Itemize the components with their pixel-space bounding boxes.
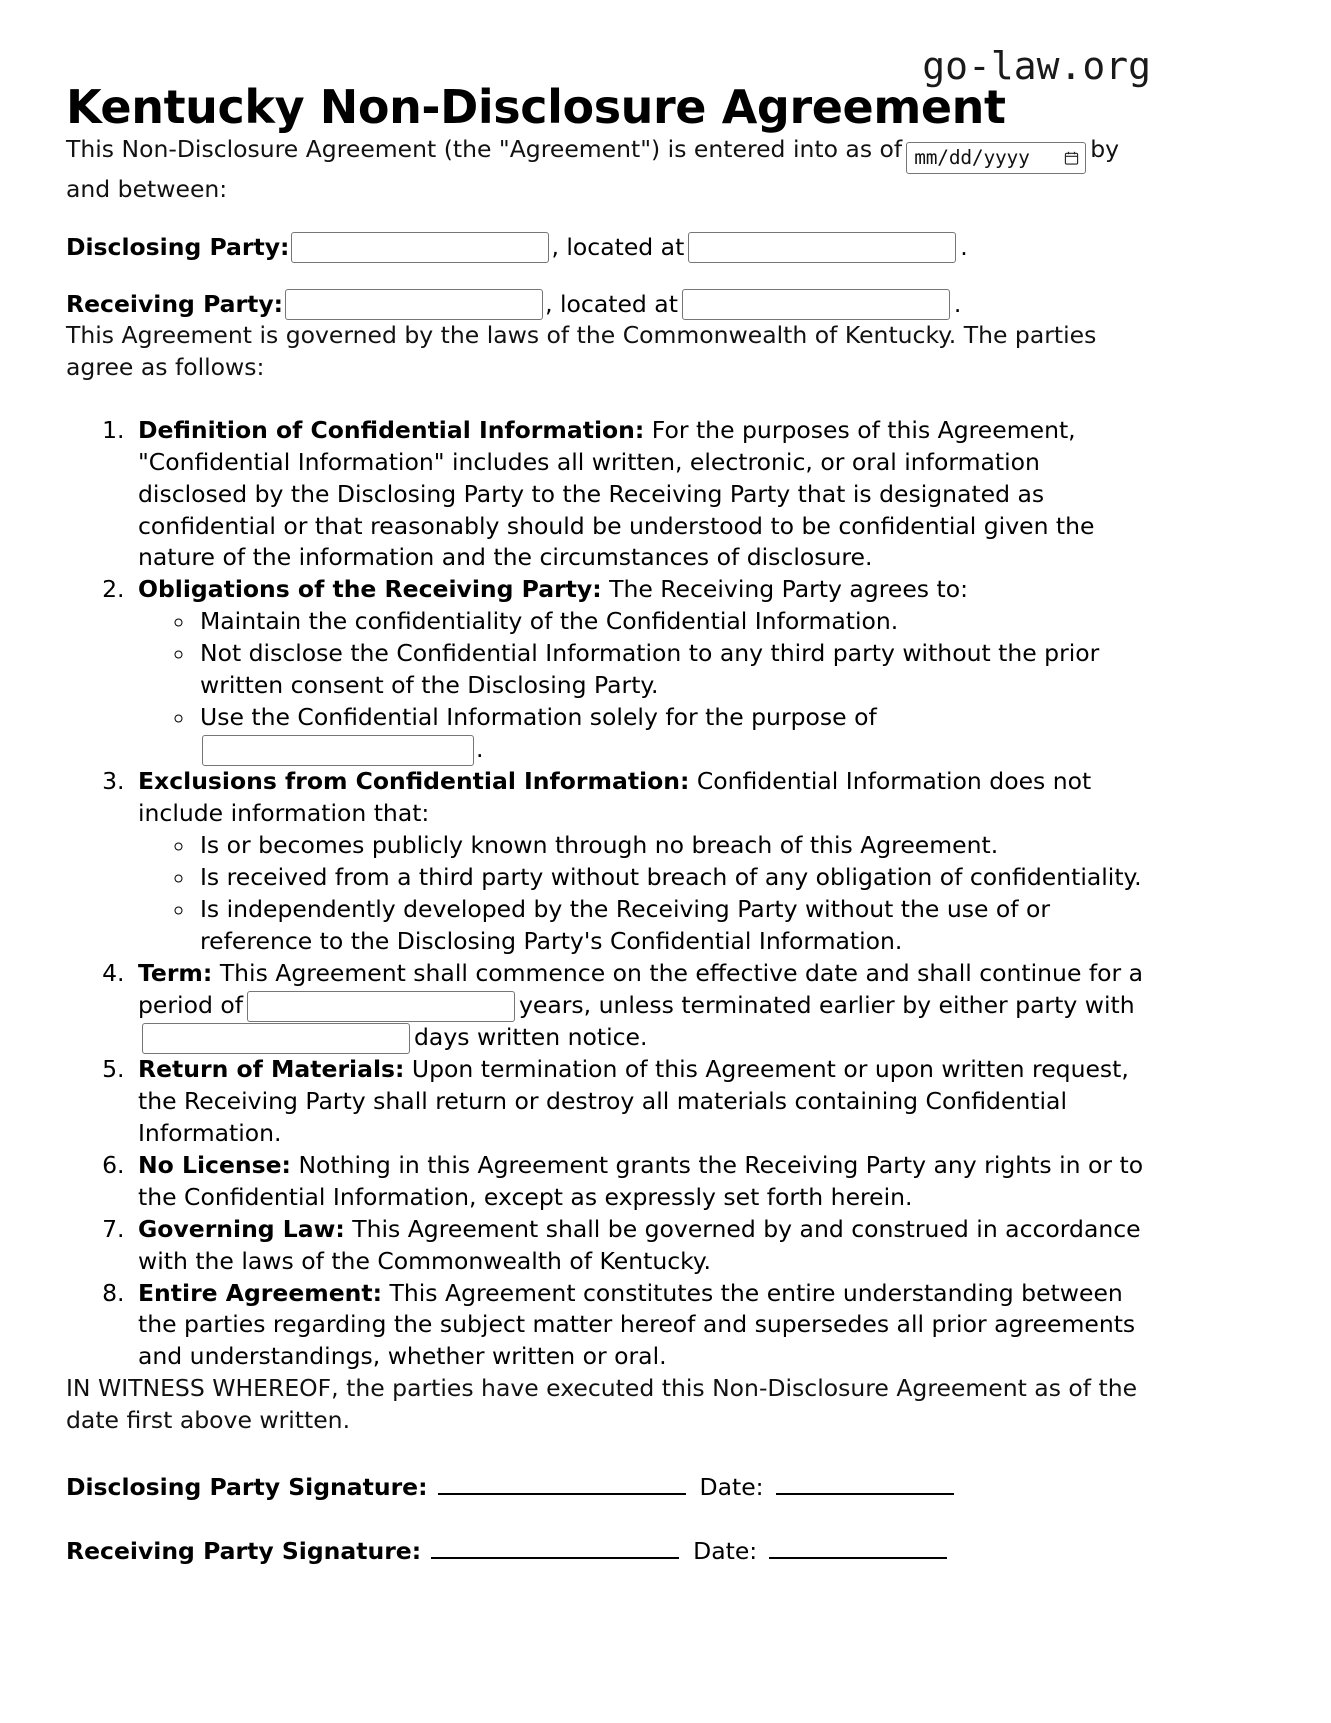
clause-item-3 [132,766,1151,958]
intro-paragraph [66,134,1151,206]
clause-6-text: Nothing in this Agreement grants the Receiving Party any rights in or to the Confidential Information, except as expressly set forth herein. [138,1150,1144,1211]
list-item [196,702,1151,766]
clause-4-text-after-days: days written notice. [414,1022,648,1051]
date-placeholder-text: mm/dd/yyyy [914,145,1030,169]
clause-3-sublist [138,830,1151,958]
receiving-party-label: Receiving Party: [66,289,284,318]
clause-3-sub-1: Is or becomes publicly known through no breach of this Agreement. [200,831,999,860]
site-domain-label: go-law.org [922,44,1151,88]
clause-2-sub-3-after: . [476,735,484,764]
list-item [196,830,1151,862]
receiving-signature-label: Receiving Party Signature: [66,1537,422,1566]
disclosing-date-label: Date: [699,1473,764,1502]
clause-item-8 [132,1278,1151,1374]
calendar-picker-icon[interactable] [1064,150,1079,166]
disclosing-date-line[interactable] [776,1493,954,1495]
disclosing-signature-line[interactable] [438,1493,686,1495]
clause-7-title: Governing Law: [138,1214,345,1243]
clause-2-title: Obligations of the Receiving Party: [138,575,602,604]
receiving-date-line[interactable] [769,1557,947,1559]
clause-3-title: Exclusions from Confidential Information: [138,767,690,796]
receiving-signature-row [66,1537,1151,1565]
clause-item-5 [132,1054,1151,1150]
receiving-period: . [953,289,962,318]
term-years-input[interactable] [247,991,515,1022]
intro-text-before-date: This Non-Disclosure Agreement (the "Agreement") is entered into as of [66,134,903,163]
list-item [196,638,1151,702]
receiving-signature-line[interactable] [431,1557,679,1559]
clause-item-7 [132,1214,1151,1278]
governing-law-paragraph: This Agreement is governed by the laws of the Commonwealth of Kentucky. The parties agree as follows: [66,320,1097,381]
list-item [196,894,1151,958]
receiving-date-label: Date: [693,1537,758,1566]
clause-2-text: The Receiving Party agrees to: [609,575,968,604]
disclosing-signature-label: Disclosing Party Signature: [66,1473,428,1502]
clause-4-title: Term: [138,958,213,987]
clause-2-sub-2: Not disclose the Confidential Information to any third party without the prior written consent of the Disclosing Party. [200,639,1100,700]
clause-3-text: Confidential Information does not include information that: [138,767,1092,828]
clause-5-text: Upon termination of this Agreement or upon written request, the Receiving Party shall return or destroy all materials containing Confidential Information. [138,1054,1129,1147]
term-days-input[interactable] [142,1023,410,1054]
receiving-located-at-text: , located at [545,289,678,318]
list-item [196,862,1151,894]
clause-7-text: This Agreement shall be governed by and construed in accordance with the laws of the Commonwealth of Kentucky. [138,1214,1141,1275]
receiving-party-row [66,289,1151,320]
clause-4-text-before-years: This Agreement shall commence on the effective date and shall continue for a period of [138,958,1144,1019]
clause-6-title: No License: [138,1150,291,1179]
clause-1-text: For the purposes of this Agreement, "Confidential Information" includes all written, electronic, or oral information disclosed by the Disclosing Party to the Receiving Party that is designated as confidential or that reasonably should be understood to be confidential given the nature of the information and the circumstances of disclosure. [138,415,1095,572]
disclosing-period: . [960,232,968,261]
intro-text-after-date: by and between: [66,134,1120,203]
clause-4-text-after-years: years, unless terminated earlier by either party with [518,990,1135,1019]
clause-item-6 [132,1150,1151,1214]
clause-8-text: This Agreement constitutes the entire understanding between the parties regarding the subject matter hereof and supersedes all prior agreements and understandings, whether written or oral. [138,1278,1136,1371]
clause-item-1 [132,415,1151,575]
disclosing-located-at-text: , located at [551,232,685,261]
clause-1-title: Definition of Confidential Information: [138,415,645,444]
clause-2-sub-1: Maintain the confidentiality of the Confidential Information. [200,607,899,636]
document-body [66,0,1151,1565]
clause-8-title: Entire Agreement: [138,1278,383,1307]
disclosing-party-row [66,232,1151,263]
clause-3-sub-3: Is independently developed by the Receiving Party without the use of or reference to the Disclosing Party's Confidential Information. [200,894,1051,955]
effective-date-input[interactable] [906,142,1086,174]
receiving-party-address-input[interactable] [682,289,950,320]
purpose-input[interactable] [202,735,474,766]
disclosing-signature-row [66,1473,1151,1501]
clause-3-sub-2: Is received from a third party without breach of any obligation of confidentiality. [200,863,1142,892]
clause-list [66,415,1151,1374]
clause-5-title: Return of Materials: [138,1054,405,1083]
clause-2-sublist [138,606,1151,766]
page-title: Kentucky Non-Disclosure Agreement [66,80,1006,134]
witness-paragraph: IN WITNESS WHEREOF, the parties have executed this Non-Disclosure Agreement as of the date first above written. [66,1374,1138,1435]
disclosing-party-label: Disclosing Party: [66,232,290,261]
clause-item-2 [132,574,1151,766]
disclosing-party-address-input[interactable] [688,232,956,263]
list-item [196,606,1151,638]
receiving-party-name-input[interactable] [285,289,543,320]
clause-item-4 [132,958,1151,1054]
disclosing-party-name-input[interactable] [291,232,549,263]
clause-2-sub-3-before: Use the Confidential Information solely for the purpose of [200,703,877,732]
